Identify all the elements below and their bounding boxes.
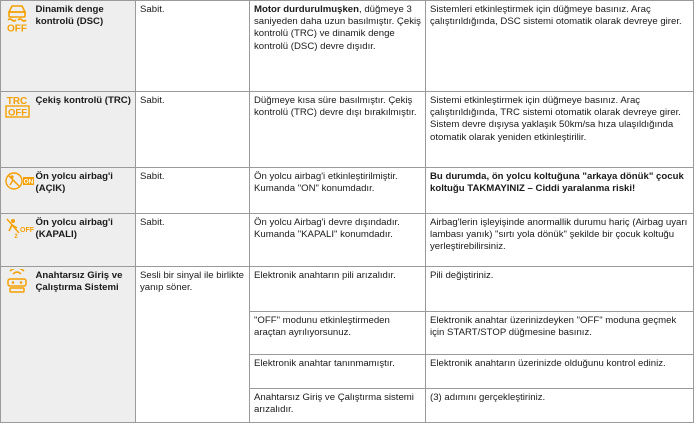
svg-text:ON: ON	[23, 178, 34, 186]
row-condition: Motor durdurulmuşken, düğmeye 3 saniyeden daha uzun basılmıştır. Çekiş kontrolü (TRC) ve dinamik denge kontrolü (DSC) devre dışıdır.	[250, 1, 426, 92]
row-action: Elektronik anahtar üzerinizdeyken "OFF" moduna geçmek için START/STOP düğmesine basınız.	[426, 312, 694, 355]
dsc-off-warning-icon	[4, 3, 30, 33]
row-state: Sabit.	[136, 92, 250, 168]
row-condition: Elektronik anahtar tanınmamıştır.	[250, 355, 426, 389]
table-row-airbag-off	[1, 214, 694, 267]
row-name: Ön yolcu airbag'i (KAPALI)	[32, 214, 136, 267]
trc-off-warning-icon	[4, 94, 31, 120]
svg-text:TRC: TRC	[6, 96, 28, 107]
svg-text:2: 2	[14, 234, 18, 240]
row-condition: Düğmeye kısa süre basılmıştır. Çekiş kontrolü (TRC) devre dışı bırakılmıştır.	[250, 92, 426, 168]
row-action: Elektronik anahtarın üzerinizde olduğunu kontrol ediniz.	[426, 355, 694, 389]
row-condition: Elektronik anahtarın pili arızalıdır.	[250, 267, 426, 312]
row-action: Sistemleri etkinleştirmek için düğmeye basınız. Araç çalıştırıldığında, DSC sistemi otomatik olarak devreye girer.	[426, 1, 694, 92]
row-condition: Anahtarsız Giriş ve Çalıştırma sistemi arızalıdır.	[250, 389, 426, 423]
row-state: Sesli bir sinyal ile birlikte yanıp söner.	[136, 267, 250, 423]
row-state: Sabit.	[136, 168, 250, 214]
passenger-airbag-off-icon	[4, 216, 34, 240]
row-name: Ön yolcu airbag'i (AÇIK)	[32, 168, 136, 214]
row-action: (3) adımını gerçekleştiriniz.	[426, 389, 694, 423]
row-state: Sabit.	[136, 214, 250, 267]
table-row-keyless	[1, 267, 694, 312]
svg-text:OFF: OFF	[8, 107, 27, 119]
row-condition: "OFF" modunu etkinleştirmeden araçtan ayrılıyorsunuz.	[250, 312, 426, 355]
table-row-dsc	[1, 1, 694, 92]
svg-text:OFF: OFF	[7, 23, 27, 33]
row-action: Airbag'lerin işleyişinde anormallik durumu hariç (Airbag uyarı lambası yanık) "sırtı yola dönük" şekilde bir çocuk koltuğu yerleştirebilirsiniz.	[426, 214, 694, 267]
passenger-airbag-on-icon	[4, 170, 34, 192]
table-row-trc	[1, 92, 694, 168]
row-action: Bu durumda, ön yolcu koltuğuna "arkaya dönük" çocuk koltuğu TAKMAYINIZ – Ciddi yaralanma riski!	[426, 168, 694, 214]
table-row-airbag-on	[1, 168, 694, 214]
keyless-entry-start-icon	[4, 269, 30, 295]
svg-text:OFF: OFF	[20, 227, 34, 234]
row-condition: Ön yolcu airbag'i etkinleştirilmiştir. Kumanda "ON" konumdadır.	[250, 168, 426, 214]
row-name: Anahtarsız Giriş ve Çalıştırma Sistemi	[32, 267, 136, 423]
row-name: Çekiş kontrolü (TRC)	[32, 92, 136, 168]
row-state: Sabit.	[136, 1, 250, 92]
row-name: Dinamik denge kontrolü (DSC)	[32, 1, 136, 92]
row-action: Sistemi etkinleştirmek için düğmeye basınız. Araç çalıştırıldığında, TRC sistemi otomatik olarak devreye girer. Sistem devre dışıysa yaklaşık 50km/sa hıza ulaşıldığında otomatik olarak yeniden etkinleştirilir.	[426, 92, 694, 168]
row-action: Pili değiştiriniz.	[426, 267, 694, 312]
row-condition: Ön yolcu Airbag'i devre dışındadır. Kumanda "KAPALI" konumdadır.	[250, 214, 426, 267]
